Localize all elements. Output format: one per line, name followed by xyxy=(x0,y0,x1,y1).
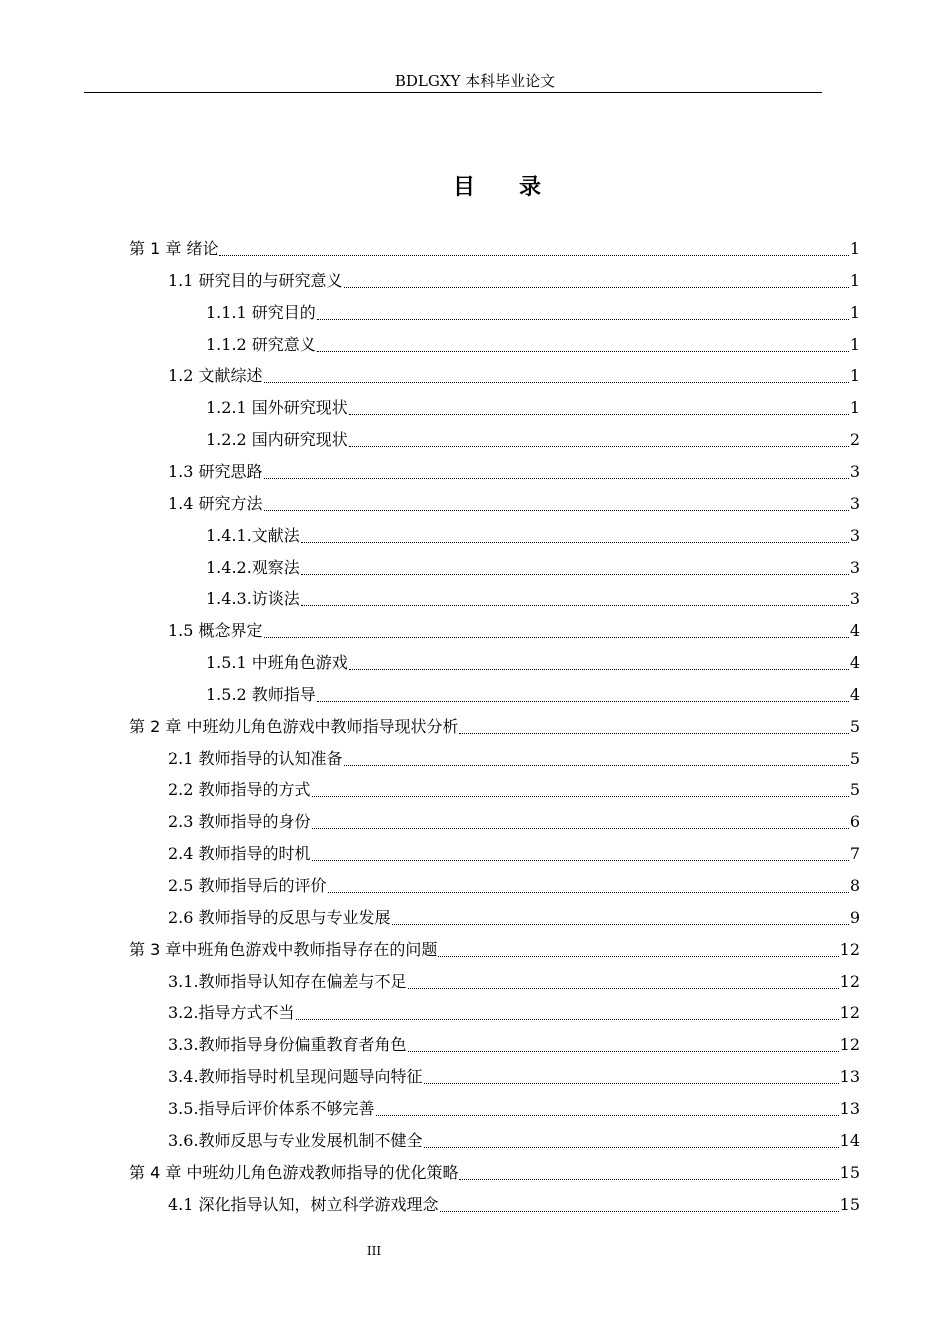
toc-dot-leader xyxy=(264,361,849,391)
toc-entry[interactable] xyxy=(168,1190,860,1220)
toc-entry-label: 2.5 教师指导后的评价 xyxy=(168,876,327,895)
toc-entry-label: 1.5.2 教师指导 xyxy=(206,684,316,704)
toc-entry-page: 13 xyxy=(839,1098,860,1118)
toc-entry-label: 1.5.1 中班角色游戏 xyxy=(206,653,348,673)
toc-dot-leader xyxy=(376,1094,839,1124)
toc-entry[interactable] xyxy=(168,1126,860,1156)
toc-entry-page: 6 xyxy=(849,812,860,832)
toc-entry[interactable] xyxy=(206,393,860,423)
toc-entry-label: 1.1 研究目的与研究意义 xyxy=(168,270,343,290)
toc-entry-label: 1.2 文献综述 xyxy=(168,366,263,386)
toc-entry[interactable] xyxy=(168,807,860,837)
toc-entry-page: 1 xyxy=(849,398,860,418)
toc-entry[interactable] xyxy=(206,330,860,360)
toc-entry-page: 9 xyxy=(849,907,860,927)
toc-entry-page: 12 xyxy=(839,1035,860,1055)
toc-entry-label: 2.2 教师指导的方式 xyxy=(168,780,311,800)
page-header: BDLGXY 本科毕业论文 xyxy=(394,72,556,90)
toc-dot-leader xyxy=(344,744,849,774)
toc-entry-label: 1.4.2.观察法 xyxy=(206,557,300,577)
toc-entry-page: 2 xyxy=(849,430,860,450)
toc-entry-label: 1.2.2 国内研究现状 xyxy=(206,430,348,450)
toc-title: 目录 xyxy=(452,175,585,200)
toc-dot-leader xyxy=(301,521,849,551)
toc-dot-leader xyxy=(312,775,849,805)
toc-entry[interactable] xyxy=(129,712,860,742)
toc-entry[interactable] xyxy=(168,967,860,997)
toc-dot-leader xyxy=(459,712,848,742)
toc-entry[interactable] xyxy=(168,1094,860,1124)
toc-dot-leader xyxy=(317,330,849,360)
toc-entry-label: 1.4 研究方法 xyxy=(168,493,263,513)
toc-entry[interactable] xyxy=(168,775,860,805)
toc-entry[interactable] xyxy=(168,839,860,869)
toc-entry[interactable] xyxy=(168,903,860,933)
toc-dot-leader xyxy=(264,457,849,487)
toc-entry[interactable] xyxy=(168,744,860,774)
toc-entry-label: 第 4 章 中班幼儿角色游戏教师指导的优化策略 xyxy=(129,1162,459,1182)
toc-entry-page: 5 xyxy=(849,780,860,800)
toc-entry-page: 15 xyxy=(839,1194,860,1214)
toc-entry-label: 2.1 教师指导的认知准备 xyxy=(168,748,343,768)
toc-dot-leader xyxy=(408,967,839,997)
toc-entry-label: 3.2.指导方式不当 xyxy=(168,1003,295,1023)
toc-dot-leader xyxy=(301,584,849,614)
toc-entry-page: 3 xyxy=(849,525,860,545)
toc-dot-leader xyxy=(328,871,849,901)
toc-entry[interactable] xyxy=(206,521,860,551)
toc-entry-label: 第 2 章 中班幼儿角色游戏中教师指导现状分析 xyxy=(129,716,459,736)
toc-entry-page: 5 xyxy=(849,748,860,768)
toc-dot-leader xyxy=(264,489,849,519)
toc-dot-leader xyxy=(301,553,849,583)
toc-entry-label: 3.4.教师指导时机呈现问题导向特征 xyxy=(168,1067,423,1087)
toc-dot-leader xyxy=(264,616,849,646)
toc-entry-label: 1.4.1.文献法 xyxy=(206,525,300,545)
toc-dot-leader xyxy=(349,425,849,455)
toc-dot-leader xyxy=(408,1030,839,1060)
toc-entry[interactable] xyxy=(129,234,860,264)
toc-entry[interactable] xyxy=(129,1158,860,1188)
toc-entry-page: 4 xyxy=(849,653,860,673)
toc-entry-label: 3.1.教师指导认知存在偏差与不足 xyxy=(168,971,407,991)
toc-entry-page: 3 xyxy=(849,461,860,481)
toc-entry-label: 2.6 教师指导的反思与专业发展 xyxy=(168,907,391,927)
toc-entry-page: 1 xyxy=(849,302,860,322)
toc-entry[interactable] xyxy=(206,425,860,455)
toc-entry-label: 1.3 研究思路 xyxy=(168,461,263,481)
page-number: III xyxy=(366,1244,382,1258)
toc-entry[interactable] xyxy=(168,457,860,487)
toc-dot-leader xyxy=(312,807,849,837)
toc-entry[interactable] xyxy=(168,1030,860,1060)
toc-entry[interactable] xyxy=(168,871,860,901)
toc-entry[interactable] xyxy=(206,648,860,678)
toc-entry-page: 3 xyxy=(849,557,860,577)
toc-entry-label: 2.3 教师指导的身份 xyxy=(168,812,311,832)
toc-entry[interactable] xyxy=(206,553,860,583)
toc-entry-label: 1.4.3.访谈法 xyxy=(206,589,300,609)
toc-entry-label: 3.6.教师反思与专业发展机制不健全 xyxy=(168,1130,423,1150)
toc-entry-label: 1.5 概念界定 xyxy=(168,621,263,641)
toc-dot-leader xyxy=(312,839,849,869)
toc-entry-page: 13 xyxy=(839,1067,860,1087)
toc-dot-leader xyxy=(349,648,849,678)
toc-entry[interactable] xyxy=(206,298,860,328)
toc-entry-page: 12 xyxy=(839,971,860,991)
toc-entry[interactable] xyxy=(206,584,860,614)
toc-dot-leader xyxy=(219,234,848,264)
toc-entry-page: 1 xyxy=(849,334,860,354)
toc-entry-page: 5 xyxy=(849,716,860,736)
toc-entry-label: 3.5.指导后评价体系不够完善 xyxy=(168,1098,375,1118)
toc-entry[interactable] xyxy=(206,680,860,710)
toc-entry-page: 1 xyxy=(849,270,860,290)
toc-dot-leader xyxy=(317,680,849,710)
toc-entry-page: 4 xyxy=(849,621,860,641)
toc-entry-page: 15 xyxy=(839,1162,860,1182)
toc-entry-page: 4 xyxy=(849,684,860,704)
toc-dot-leader xyxy=(344,266,849,296)
toc-dot-leader xyxy=(349,393,849,423)
toc-entry[interactable] xyxy=(168,361,860,391)
toc-dot-leader xyxy=(459,1158,838,1188)
toc-dot-leader xyxy=(392,903,849,933)
toc-entry-label: 1.1.1 研究目的 xyxy=(206,302,316,322)
toc-entry-label: 第 3 章中班角色游戏中教师指导存在的问题 xyxy=(129,939,438,959)
toc-entry[interactable] xyxy=(129,935,860,965)
toc-dot-leader xyxy=(424,1126,839,1156)
toc-entry-page: 14 xyxy=(839,1130,860,1150)
toc-entry-page: 8 xyxy=(849,876,860,895)
toc-entry-page: 1 xyxy=(849,239,860,258)
toc-entry-label: 2.4 教师指导的时机 xyxy=(168,844,311,864)
header-rule xyxy=(84,92,822,93)
toc-dot-leader xyxy=(438,935,838,965)
toc-entry-page: 1 xyxy=(849,366,860,386)
toc-entry-label: 第 1 章 绪论 xyxy=(129,239,219,258)
toc-entry[interactable] xyxy=(168,1062,860,1092)
toc-entry-label: 1.2.1 国外研究现状 xyxy=(206,398,348,418)
toc-dot-leader xyxy=(440,1190,839,1220)
toc-entry[interactable] xyxy=(168,616,860,646)
toc-entry-page: 7 xyxy=(849,844,860,864)
toc-entry-page: 12 xyxy=(839,1003,860,1023)
toc-entry-page: 3 xyxy=(849,493,860,513)
toc-entry-label: 3.3.教师指导身份偏重教育者角色 xyxy=(168,1035,407,1055)
toc-dot-leader xyxy=(317,298,849,328)
toc-entry-page: 3 xyxy=(849,589,860,609)
toc-entry[interactable] xyxy=(168,266,860,296)
toc-dot-leader xyxy=(424,1062,839,1092)
toc-dot-leader xyxy=(296,998,839,1028)
toc-entry-label: 4.1 深化指导认知，树立科学游戏理念 xyxy=(168,1194,439,1214)
toc-entry[interactable] xyxy=(168,998,860,1028)
toc-entry-page: 12 xyxy=(839,939,860,959)
toc-entry[interactable] xyxy=(168,489,860,519)
toc-entry-label: 1.1.2 研究意义 xyxy=(206,334,316,354)
